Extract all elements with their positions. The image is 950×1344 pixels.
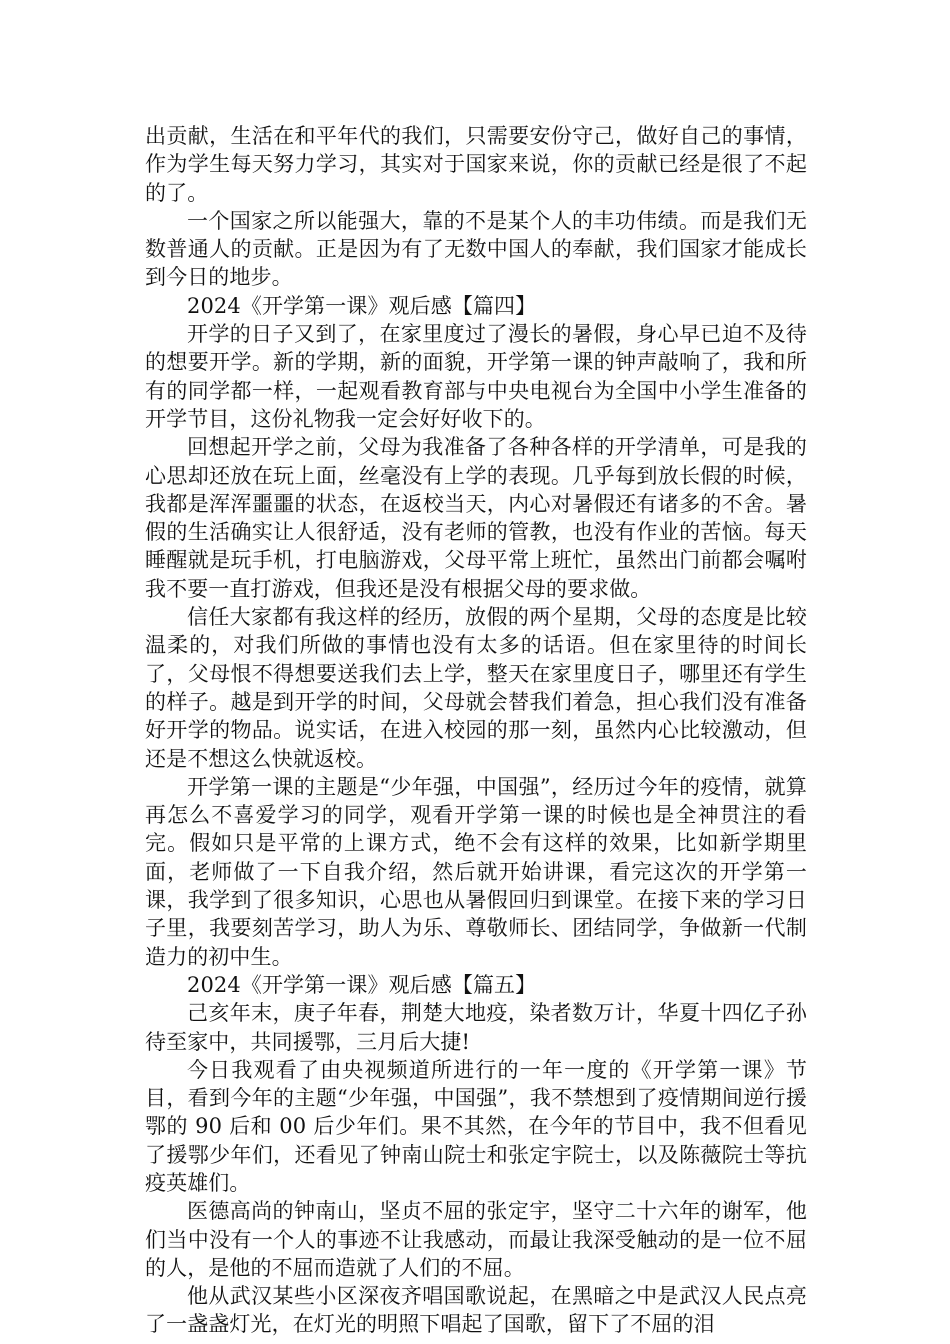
paragraph-8: 今日我观看了由央视频道所进行的一年一度的《开学第一课》节目，看到今年的主题“少年强，中国强”，我不禁想到了疫情期间逆行援鄂的 90 后和 00 后少年们。果不其然，在今年的节目中，我不但看见了援鄂少年们，还看见了钟南山院士和张定宇院士，以及陈薇院士等抗疫英雄们。 (145, 1057, 807, 1195)
paragraph-4: 回想起开学之前，父母为我准备了各种各样的开学清单，可是我的心思却还放在玩上面，丝毫没有上学的表现。几乎每到放长假的时候，我都是浑浑噩噩的状态，在返校当天，内心对暑假还有诸多的不舍。暑假的生活确实让人很舒适，没有老师的管教，也没有作业的苦恼。每天睡醒就是玩手机，打电脑游戏，父母平常上班忙，虽然出门前都会嘱咐我不要一直打游戏，但我还是没有根据父母的要求做。 (145, 435, 807, 601)
paragraph-5: 信任大家都有我这样的经历，放假的两个星期，父母的态度是比较温柔的，对我们所做的事情也没有太多的话语。但在家里待的时间长了，父母恨不得想要送我们去上学，整天在家里度日子，哪里还有学生的样子。越是到开学的时间，父母就会替我们着急，担心我们没有准备好开学的物品。说实话，在进入校园的那一刻，虽然内心比较激动，但还是不想这么快就返校。 (145, 605, 807, 771)
paragraph-3: 开学的日子又到了，在家里度过了漫长的暑假，身心早已迫不及待的想要开学。新的学期，新的面貌，开学第一课的钟声敲响了，我和所有的同学都一样，一起观看教育部与中央电视台为全国中小学生准备的开学节目，这份礼物我一定会好好收下的。 (145, 322, 807, 431)
paragraph-6: 开学第一课的主题是“少年强，中国强”，经历过今年的疫情，就算再怎么不喜爱学习的同学，观看开学第一课的时候也是全神贯注的看完。假如只是平常的上课方式，绝不会有这样的效果，比如新学期里面，老师做了一下自我介绍，然后就开始讲课，看完这次的开学第一课，我学到了很多知识，心思也从暑假回归到课堂。在接下来的学习日子里，我要刻苦学习，助人为乐、尊敬师长、团结同学，争做新一代制造力的初中生。 (145, 774, 807, 969)
document-body (145, 122, 807, 1339)
paragraph-10: 他从武汉某些小区深夜齐唱国歌说起，在黑暗之中是武汉人民点亮了一盏盏灯光，在灯光的明照下唱起了国歌，留下了不屈的泪 (145, 1284, 807, 1337)
paragraph-1: 出贡献，生活在和平年代的我们，只需要安份守己，做好自己的事情，作为学生每天努力学习，其实对于国家来说，你的贡献已经是很了不起的了。 (145, 124, 807, 205)
paragraph-2: 一个国家之所以能强大，靠的不是某个人的丰功伟绩。而是我们无数普通人的贡献。正是因为有了无数中国人的奉献，我们国家才能成长到今日的地步。 (145, 208, 807, 290)
paragraph-7: 己亥年末，庚子年春，荆楚大地疫，染者数万计，华夏十四亿子孙待至家中，共同援鄂，三月后大捷! (145, 1001, 807, 1054)
paragraph-9: 医德高尚的钟南山，坚贞不屈的张定宇，坚守二十六年的谢军，他们当中没有一个人的事迹不让我感动，而最让我深受触动的是一位不屈的人，是他的不屈而造就了人们的不屈。 (145, 1199, 807, 1280)
section-heading-4: 2024《开学第一课》观后感【篇四】 (187, 293, 537, 318)
section-heading-5: 2024《开学第一课》观后感【篇五】 (187, 972, 537, 997)
